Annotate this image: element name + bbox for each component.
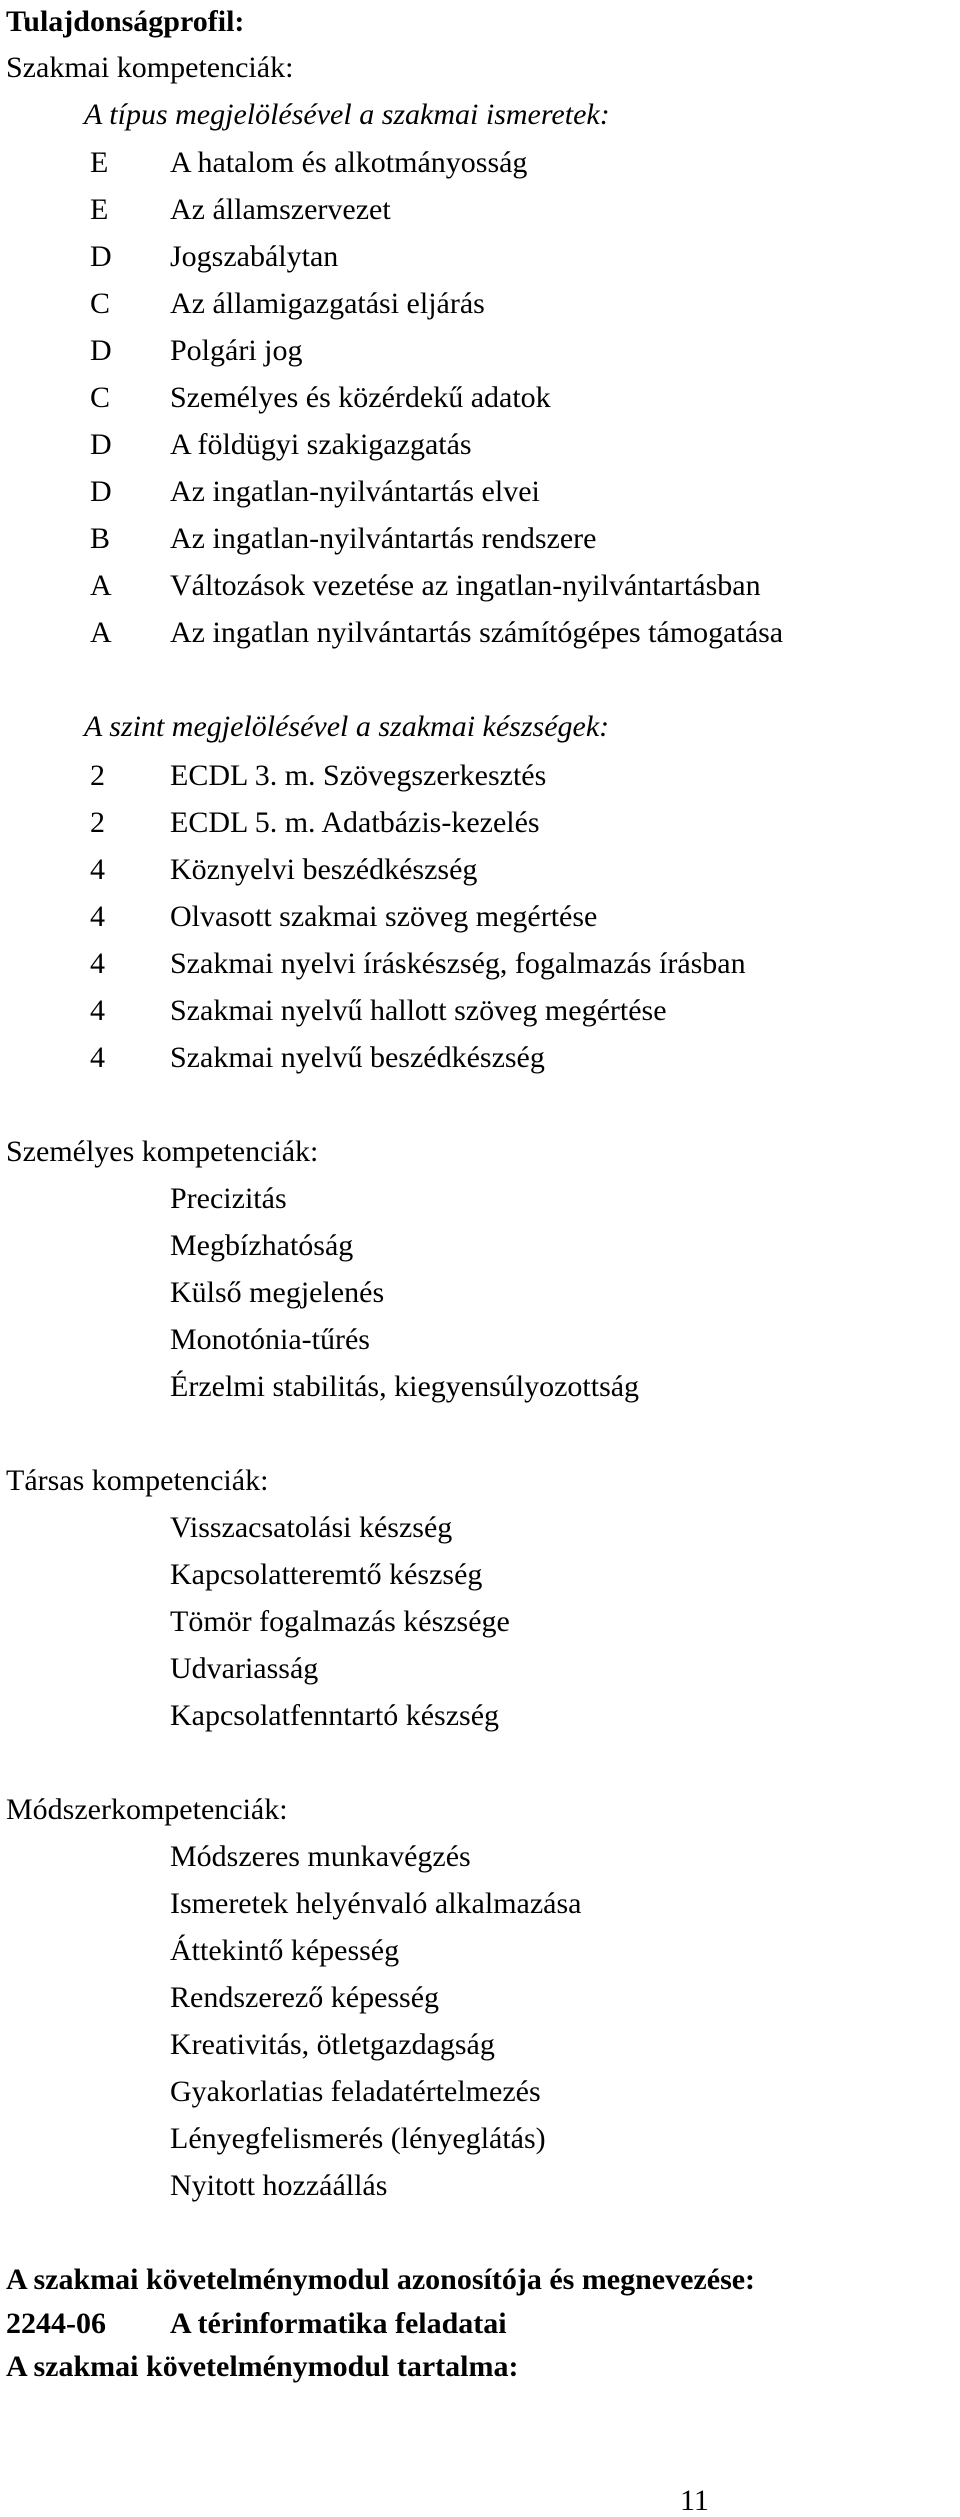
knowledge-code: D — [90, 240, 112, 273]
knowledge-code: D — [90, 334, 112, 367]
module-id-heading: A szakmai követelménymodul azonosítója és megnevezése: — [6, 2263, 756, 2296]
skill-row — [0, 946, 960, 982]
skill-level: 2 — [90, 806, 105, 839]
knowledge-label: Személyes és közérdekű adatok — [170, 381, 551, 414]
knowledge-label: Az államszervezet — [170, 193, 391, 226]
method-heading: Módszerkompetenciák: — [6, 1793, 288, 1826]
knowledge-label: Változások vezetése az ingatlan-nyilvántartásban — [170, 569, 761, 602]
skill-level: 4 — [90, 900, 105, 933]
skill-label: Szakmai nyelvi íráskészség, fogalmazás írásban — [170, 947, 746, 980]
knowledge-label: Az államigazgatási eljárás — [170, 287, 485, 320]
page-number: 11 — [680, 2484, 709, 2517]
professional-heading: Szakmai kompetenciák: — [6, 51, 294, 84]
personal-item: Érzelmi stabilitás, kiegyensúlyozottság — [170, 1370, 640, 1403]
skill-level: 4 — [90, 994, 105, 1027]
skill-label: Olvasott szakmai szöveg megértése — [170, 900, 598, 933]
knowledge-row — [0, 192, 960, 228]
knowledge-label: A földügyi szakigazgatás — [170, 428, 472, 461]
personal-item: Precizitás — [170, 1182, 287, 1215]
skill-label: ECDL 3. m. Szövegszerkesztés — [170, 759, 547, 792]
method-item: Kreativitás, ötletgazdagság — [170, 2028, 495, 2061]
skill-level: 4 — [90, 1041, 105, 1074]
skill-row — [0, 899, 960, 935]
knowledge-row — [0, 474, 960, 510]
profile-title: Tulajdonságprofil: — [6, 5, 245, 38]
method-item: Gyakorlatias feladatértelmezés — [170, 2075, 541, 2108]
skill-label: Szakmai nyelvű beszédkészség — [170, 1041, 545, 1074]
personal-item: Külső megjelenés — [170, 1276, 385, 1309]
module-name: A térinformatika feladatai — [170, 2307, 507, 2340]
method-item: Nyitott hozzáállás — [170, 2169, 388, 2202]
method-item: Áttekintő képesség — [170, 1934, 400, 1967]
knowledge-row — [0, 615, 960, 651]
social-item: Kapcsolatfenntartó készség — [170, 1699, 500, 1732]
knowledge-code: B — [90, 522, 111, 555]
knowledge-code: D — [90, 475, 112, 508]
skills-heading: A szint megjelölésével a szakmai készségek: — [84, 710, 610, 743]
skill-level: 2 — [90, 759, 105, 792]
knowledge-row — [0, 521, 960, 557]
skill-label: ECDL 5. m. Adatbázis-kezelés — [170, 806, 540, 839]
personal-item: Monotónia-tűrés — [170, 1323, 370, 1356]
knowledge-code: E — [90, 193, 109, 226]
skill-label: Szakmai nyelvű hallott szöveg megértése — [170, 994, 667, 1027]
knowledge-label: Polgári jog — [170, 334, 303, 367]
method-item: Lényegfelismerés (lényeglátás) — [170, 2122, 546, 2155]
skill-level: 4 — [90, 853, 105, 886]
knowledge-code: C — [90, 287, 111, 320]
module-content-heading: A szakmai követelménymodul tartalma: — [6, 2350, 519, 2383]
social-item: Kapcsolatteremtő készség — [170, 1558, 483, 1591]
skill-level: 4 — [90, 947, 105, 980]
skill-row — [0, 1040, 960, 1076]
skill-row — [0, 852, 960, 888]
personal-item: Megbízhatóság — [170, 1229, 354, 1262]
knowledge-label: Az ingatlan nyilvántartás számítógépes támogatása — [170, 616, 784, 649]
method-item: Ismeretek helyénvaló alkalmazása — [170, 1887, 582, 1920]
social-item: Udvariasság — [170, 1652, 319, 1685]
knowledge-label: Az ingatlan-nyilvántartás elvei — [170, 475, 540, 508]
knowledge-row — [0, 333, 960, 369]
social-heading: Társas kompetenciák: — [6, 1464, 269, 1497]
knowledge-label: Az ingatlan-nyilvántartás rendszere — [170, 522, 597, 555]
knowledge-row — [0, 145, 960, 181]
knowledge-code: A — [90, 569, 112, 602]
knowledge-label: Jogszabálytan — [170, 240, 339, 273]
knowledge-label: A hatalom és alkotmányosság — [170, 146, 528, 179]
method-item: Módszeres munkavégzés — [170, 1840, 471, 1873]
method-item: Rendszerező képesség — [170, 1981, 440, 2014]
knowledge-row — [0, 427, 960, 463]
knowledge-code: E — [90, 146, 109, 179]
knowledge-heading: A típus megjelölésével a szakmai ismeretek: — [84, 98, 610, 131]
skill-label: Köznyelvi beszédkészség — [170, 853, 478, 886]
knowledge-row — [0, 380, 960, 416]
skill-row — [0, 993, 960, 1029]
knowledge-row — [0, 568, 960, 604]
social-item: Visszacsatolási készség — [170, 1511, 453, 1544]
personal-heading: Személyes kompetenciák: — [6, 1135, 319, 1168]
module-code: 2244-06 — [6, 2307, 106, 2340]
knowledge-code: C — [90, 381, 111, 414]
knowledge-row — [0, 286, 960, 322]
knowledge-code: D — [90, 428, 112, 461]
knowledge-code: A — [90, 616, 112, 649]
skill-row — [0, 805, 960, 841]
social-item: Tömör fogalmazás készsége — [170, 1605, 510, 1638]
knowledge-row — [0, 239, 960, 275]
skill-row — [0, 758, 960, 794]
